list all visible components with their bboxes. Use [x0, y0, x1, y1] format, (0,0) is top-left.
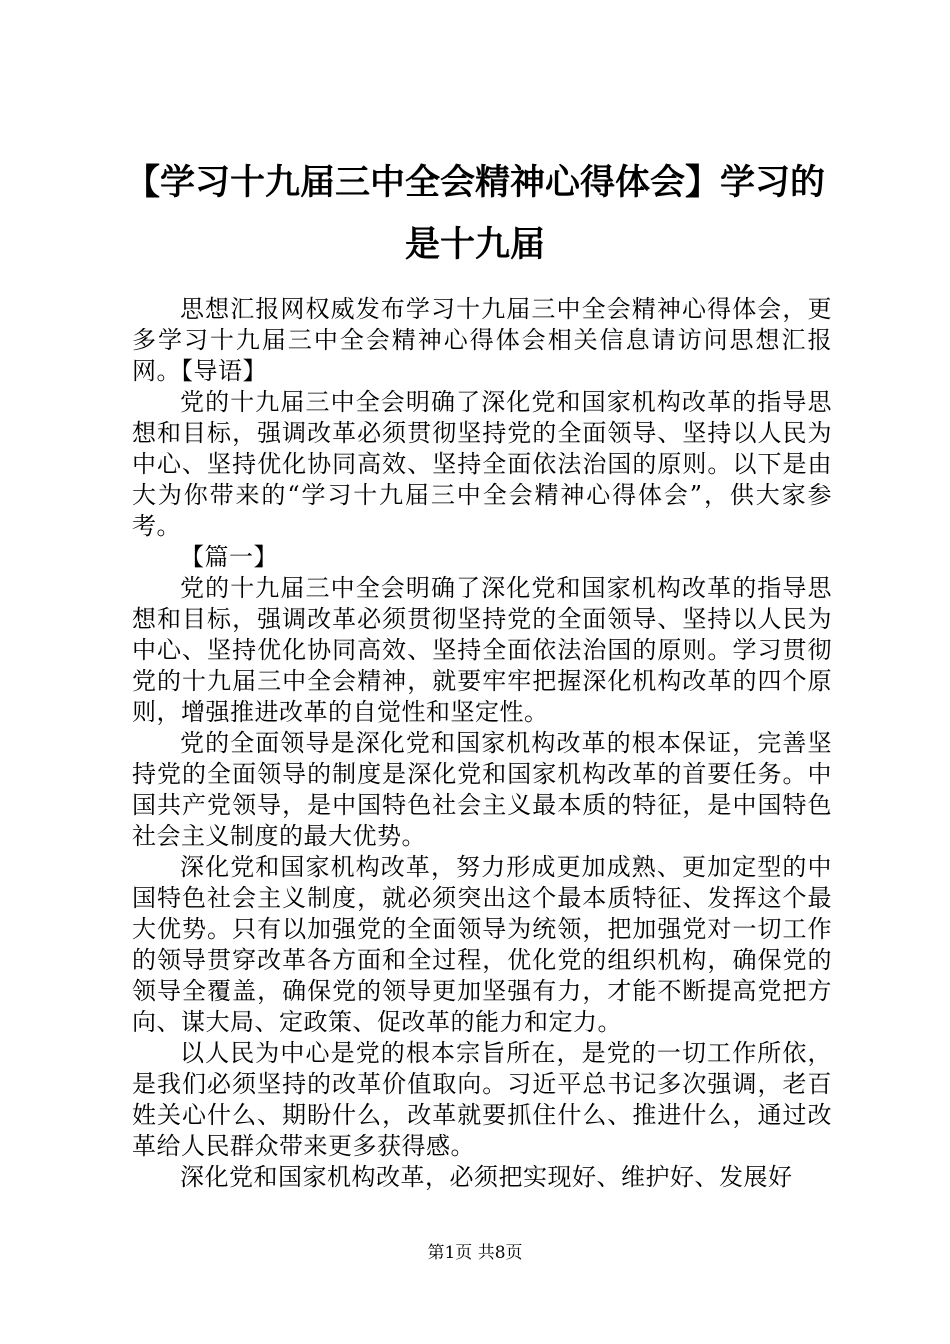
paragraph: 党的全面领导是深化党和国家机构改革的根本保证，完善坚持党的全面领导的制度是深化党和国家机构改革的首要任务。中国共产党领导，是中国特色社会主义最本质的特征，是中国特色社会主义制度的最大优势。 — [132, 729, 832, 850]
page-footer: 第1页 共8页 — [427, 1243, 523, 1263]
document-title: 【学习十九届三中全会精神心得体会】学习的是十九届 — [124, 163, 825, 265]
paragraph: 党的十九届三中全会明确了深化党和国家机构改革的指导思想和目标，强调改革必须贯彻坚持党的全面领导、坚持以人民为中心、坚持优化协同高效、坚持全面依法治国的原则。学习贯彻党的十九届三中全会精神，就要牢牢把握深化机构改革的四个原则，增强推进改革的自觉性和坚定性。 — [132, 574, 832, 726]
paragraph: 深化党和国家机构改革，必须把实现好、维护好、发展好 — [180, 1163, 793, 1191]
paragraph-intro: 思想汇报网权威发布学习十九届三中全会精神心得体会，更多学习十九届三中全会精神心得体会相关信息请访问思想汇报网。【导语】 — [132, 295, 832, 385]
section-heading-part-one: 【篇一】 — [180, 543, 278, 571]
document-body — [132, 294, 832, 1193]
paragraph: 深化党和国家机构改革，努力形成更加成熟、更加定型的中国特色社会主义制度，就必须突出这个最本质特征、发挥这个最大优势。只有以加强党的全面领导为统领，把加强党对一切工作的领导贯穿改革各方面和全过程，优化党的组织机构，确保党的领导全覆盖，确保党的领导更加坚强有力，才能不断提高党把方向、谋大局、定政策、促改革的能力和定力。 — [132, 853, 832, 1036]
paragraph-guide: 党的十九届三中全会明确了深化党和国家机构改革的指导思想和目标，强调改革必须贯彻坚持党的全面领导、坚持以人民为中心、坚持优化协同高效、坚持全面依法治国的原则。以下是由大为你带来的“学习十九届三中全会精神心得体会”，供大家参考。 — [132, 388, 832, 540]
paragraph: 以人民为中心是党的根本宗旨所在，是党的一切工作所依，是我们必须坚持的改革价值取向。习近平总书记多次强调，老百姓关心什么、期盼什么，改革就要抓住什么、推进什么，通过改革给人民群众带来更多获得感。 — [132, 1039, 832, 1160]
